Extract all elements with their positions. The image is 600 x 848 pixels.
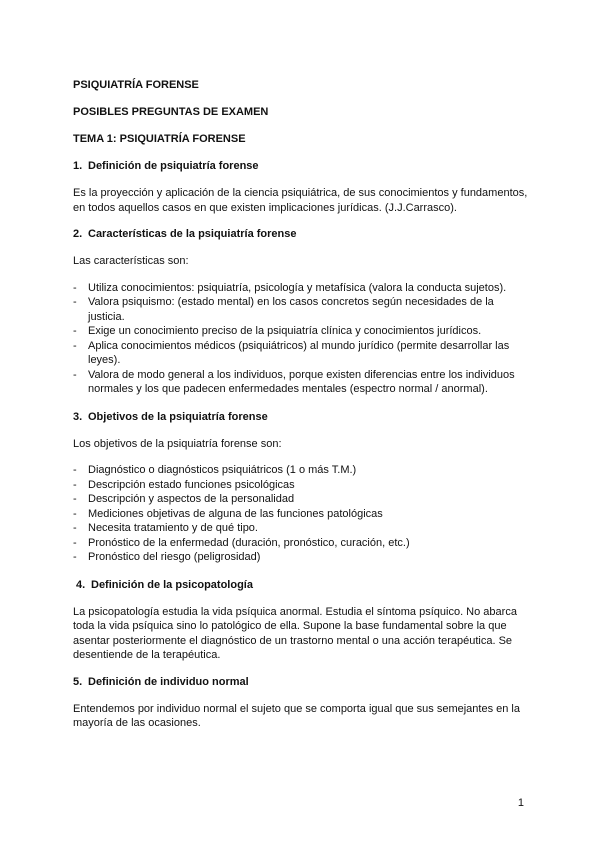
- section-3-heading-text: Objetivos de la psiquiatría forense: [88, 410, 268, 423]
- topic-title: TEMA 1: PSIQUIATRÍA FORENSE: [73, 133, 246, 145]
- section-5-paragraph: Entendemos por individuo normal el sujeto que se comporta igual que sus semejantes en la mayoría de las ocasiones.: [73, 702, 520, 729]
- section-4-paragraph: La psicopatología estudia la vida psíquica anormal. Estudia el síntoma psíquico. No abarca toda la vida psíquica sino lo patológico de ella. Supone la base fundamental sobre la que asentar posteriormente el diagnóstico de un trastorno mental o una acción terapéutica. Se desentiende de la terapéutica.: [73, 605, 517, 661]
- list-item: - Diagnóstico o diagnósticos psiquiátricos (1 o más T.M.): [73, 463, 533, 478]
- list-item: - Descripción estado funciones psicológicas: [73, 478, 533, 493]
- section-1-paragraph: Es la proyección y aplicación de la ciencia psiquiátrica, de sus conocimientos y fundamentos, en todos aquellos casos en que existen implicaciones jurídicas. (J.J.Carrasco).: [73, 187, 528, 214]
- section-3-intro: Los objetivos de la psiquiatría forense son:: [73, 437, 282, 450]
- section-5-heading: [73, 675, 533, 689]
- list-item: - Pronóstico de la enfermedad (duración, pronóstico, curación, etc.): [73, 536, 533, 551]
- section-3-number: 3.: [73, 410, 83, 423]
- section-2-heading-text: Características de la psiquiatría forense: [88, 228, 297, 240]
- list-item: - Aplica conocimientos médicos (psiquiátricos) al mundo jurídico (permite desarrollar las leyes).: [73, 339, 533, 368]
- list-item: - Necesita tratamiento y de qué tipo.: [73, 521, 533, 536]
- section-3-heading: [73, 410, 533, 424]
- list-item: - Valora psiquismo: (estado mental) en los casos concretos según necesidades de la justicia.: [73, 295, 533, 324]
- document-subtitle: POSIBLES PREGUNTAS DE EXAMEN: [73, 106, 269, 118]
- document-body: [73, 78, 533, 743]
- section-2-intro: Las características son:: [73, 255, 189, 267]
- section-3-list: [73, 463, 533, 565]
- list-item: - Utiliza conocimientos: psiquiatría, psicología y metafísica (valora la conducta sujetos).: [73, 281, 533, 296]
- list-item: - Pronóstico del riesgo (peligrosidad): [73, 550, 533, 565]
- list-item: - Mediciones objetivas de alguna de las funciones patológicas: [73, 507, 533, 522]
- section-1-heading: [73, 159, 533, 173]
- list-item: - Descripción y aspectos de la personalidad: [73, 492, 533, 507]
- page-number: 1: [517, 797, 524, 809]
- section-2-number: 2.: [73, 228, 83, 240]
- section-2-heading: [73, 227, 533, 241]
- section-5-number: 5.: [73, 675, 83, 688]
- list-item: - Valora de modo general a los individuos, porque existen diferencias entre los individuos normales y los que padecen enfermedades mentales (espectro normal / anormal).: [73, 368, 533, 397]
- document-title: PSIQUIATRÍA FORENSE: [73, 79, 199, 91]
- list-item: - Exige un conocimiento preciso de la psiquiatría clínica y conocimientos jurídicos.: [73, 324, 533, 339]
- section-2-list: [73, 281, 533, 397]
- section-1-heading-text: Definición de psiquiatría forense: [88, 160, 259, 172]
- section-4-number: 4.: [76, 578, 86, 591]
- section-1-number: 1.: [73, 160, 83, 172]
- section-5-heading-text: Definición de individuo normal: [88, 675, 249, 688]
- section-4-heading-text: Definición de la psicopatología: [91, 578, 253, 591]
- section-4-heading: [76, 578, 533, 592]
